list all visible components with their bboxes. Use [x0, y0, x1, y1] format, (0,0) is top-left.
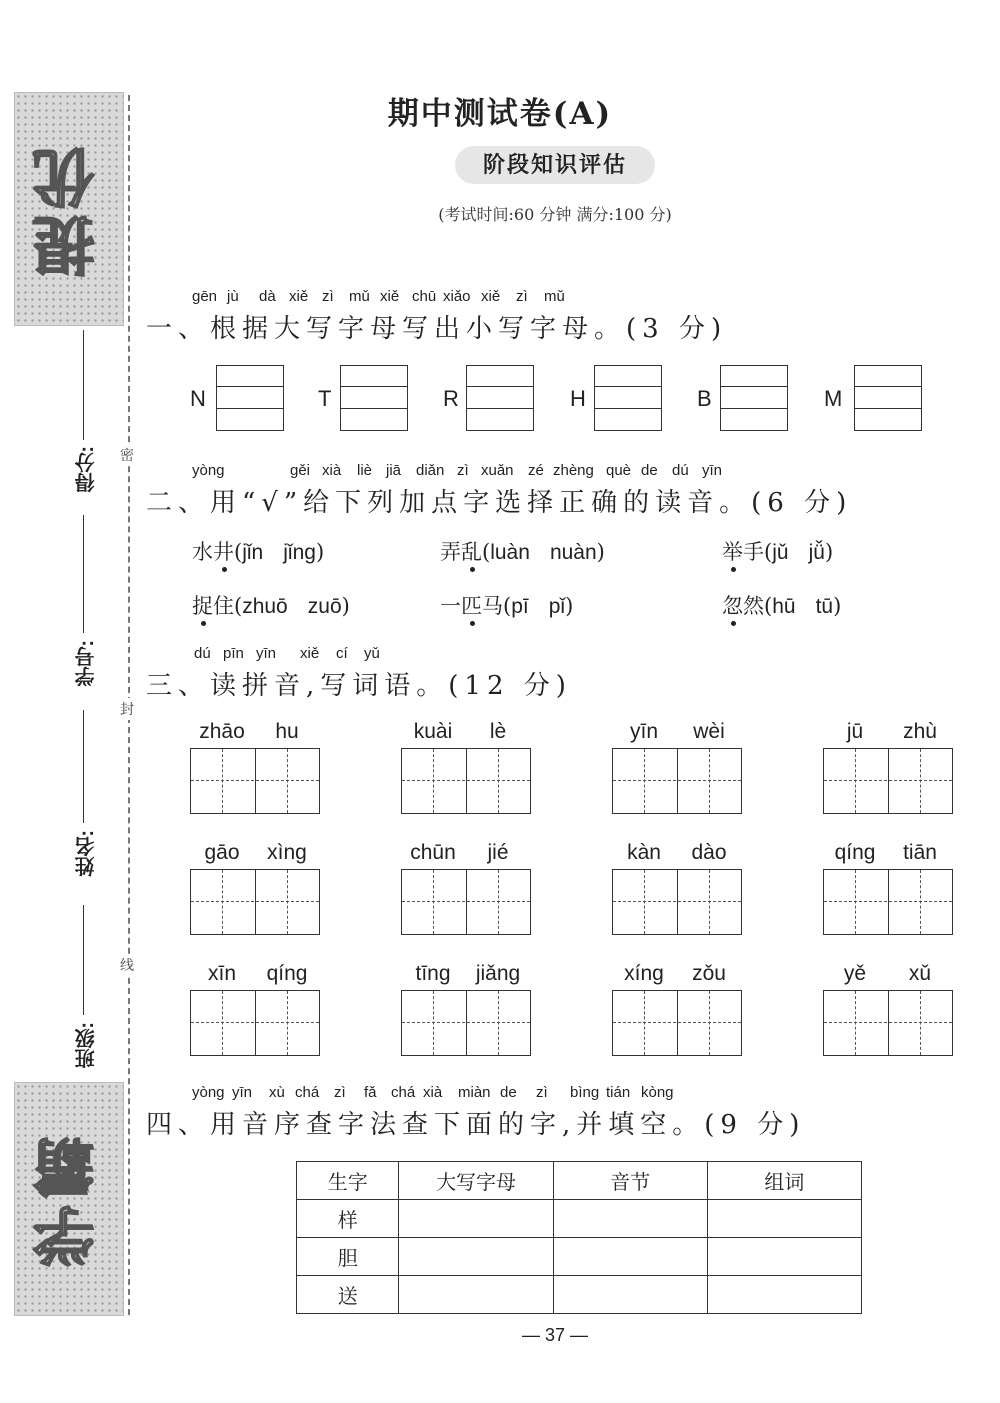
q2-item-4: 捉住(zhuō zuō): [192, 594, 350, 618]
answer-cell[interactable]: [399, 1200, 553, 1238]
q2-item-2-option-a[interactable]: luàn: [490, 541, 530, 564]
name-label: 姓名:: [76, 830, 98, 877]
q2-item-2-option-b[interactable]: nuàn: [549, 541, 597, 564]
answer-cell[interactable]: [553, 1200, 707, 1238]
q1-answer-box-3[interactable]: [466, 365, 534, 431]
name-field[interactable]: [83, 710, 84, 823]
q3-writing-grid[interactable]: [823, 869, 953, 935]
q3-word-pinyin: [190, 720, 320, 746]
q3-syllable: xíng: [624, 962, 664, 985]
q3-syllable: jiǎng: [475, 962, 521, 985]
q3-syllable: xìng: [267, 841, 307, 864]
q2-item-1: 水井(jǐn jǐng): [192, 540, 325, 564]
q2-item-6-option-b[interactable]: tū: [815, 595, 834, 618]
row-char: 胆: [297, 1238, 399, 1276]
q2-item-3-option-a[interactable]: jǔ: [772, 541, 789, 564]
q3-syllable: kàn: [627, 841, 661, 864]
q1-answer-box-2[interactable]: [340, 365, 408, 431]
q4-table: [296, 1161, 862, 1314]
letter-r: R: [443, 386, 459, 411]
q3-word-pinyin: [612, 841, 742, 867]
q3-writing-grid[interactable]: [190, 869, 320, 935]
answer-cell[interactable]: [553, 1238, 707, 1276]
page-number: — 37 —: [521, 1325, 589, 1345]
q3-syllable: yīn: [629, 720, 658, 743]
q2-item-5-option-b[interactable]: pǐ: [548, 595, 566, 618]
q3-syllable: zhù: [903, 720, 937, 743]
q3-word-pinyin: [612, 720, 742, 746]
q3-syllable: xǔ: [908, 962, 932, 985]
q3-writing-grid[interactable]: [612, 869, 742, 935]
student-id-field[interactable]: [83, 515, 84, 633]
q2-item-4-option-a[interactable]: zhuō: [242, 595, 288, 618]
q3-word-pinyin: [612, 962, 742, 988]
q3-word-pinyin: [190, 962, 320, 988]
q2-item-6: 忽然(hū tū): [722, 594, 842, 618]
q3-syllable: zǒu: [692, 962, 726, 985]
col-header-char: 生字: [297, 1162, 399, 1200]
table-row: [297, 1238, 862, 1276]
q3-writing-grid[interactable]: [190, 990, 320, 1056]
q2-item-3-option-b[interactable]: jǚ: [808, 541, 825, 564]
answer-cell[interactable]: [399, 1276, 553, 1314]
col-header-letter: 大写字母: [399, 1162, 553, 1200]
q3-syllable: zhāo: [199, 720, 245, 743]
q1-title: 一、根据大写字母写出小写字母。(3 分): [146, 314, 728, 344]
q2-item-6-option-a[interactable]: hū: [772, 595, 796, 618]
q2-item-1-option-b[interactable]: jǐng: [283, 541, 316, 564]
col-header-word: 组词: [707, 1162, 861, 1200]
q2-item-2: 弄乱(luàn nuàn): [440, 540, 605, 564]
score-label: 得分:: [76, 446, 98, 493]
q3-syllable: dào: [691, 841, 727, 864]
subtitle-pill: 阶段知识评估: [455, 146, 655, 184]
q2-item-3: 举手(jǔ jǚ): [722, 540, 834, 564]
q3-writing-grid[interactable]: [612, 990, 742, 1056]
q3-writing-grid[interactable]: [823, 748, 953, 814]
q3-syllable: hu: [275, 720, 299, 743]
seal-char-mi: 密: [120, 444, 134, 466]
q3-syllable: jū: [846, 720, 864, 743]
letter-b: B: [697, 386, 712, 411]
letter-t: T: [318, 386, 332, 411]
top-banner-text: 提优: [32, 141, 105, 277]
q2-item-1-option-a[interactable]: jǐn: [242, 541, 264, 564]
row-char: 送: [297, 1276, 399, 1314]
seal-char-xian: 线: [120, 954, 134, 976]
class-label: 班级:: [76, 1022, 98, 1069]
q3-title: 三、读拼音,写词语。(12 分): [146, 671, 572, 701]
q2-item-5: 一匹马(pī pǐ): [440, 594, 574, 618]
letter-m: M: [824, 386, 843, 411]
q3-syllable: chūn: [410, 841, 456, 864]
q3-syllable: gāo: [204, 841, 240, 864]
q1-answer-box-4[interactable]: [594, 365, 662, 431]
q3-word-pinyin: [823, 841, 953, 867]
q3-syllable: qíng: [266, 962, 308, 985]
q3-syllable: kuài: [413, 720, 453, 743]
q3-syllable: qíng: [834, 841, 876, 864]
exam-info: (考试时间:60 分钟 满分:100 分): [438, 205, 672, 224]
bottom-banner: [14, 1082, 124, 1316]
q2-item-5-option-a[interactable]: pī: [511, 595, 529, 618]
q3-syllable: tiān: [903, 841, 937, 864]
answer-cell[interactable]: [707, 1238, 861, 1276]
answer-cell[interactable]: [707, 1200, 861, 1238]
q3-syllable: lè: [489, 720, 507, 743]
student-id-label: 学号:: [76, 640, 98, 687]
q3-writing-grid[interactable]: [401, 990, 531, 1056]
row-char: 样: [297, 1200, 399, 1238]
q1-answer-box-1[interactable]: [216, 365, 284, 431]
answer-cell[interactable]: [707, 1276, 861, 1314]
answer-cell[interactable]: [553, 1276, 707, 1314]
q3-syllable: jié: [487, 841, 509, 864]
letter-h: H: [570, 386, 586, 411]
table-row: [297, 1276, 862, 1314]
q2-item-4-option-b[interactable]: zuō: [307, 595, 342, 618]
q3-word-pinyin: [823, 962, 953, 988]
q3-syllable: xīn: [207, 962, 236, 985]
table-header-row: [297, 1162, 862, 1200]
q3-word-pinyin: [401, 841, 531, 867]
q2-title: 二、用“√”给下列加点字选择正确的读音。(6 分): [146, 488, 853, 518]
q3-writing-grid[interactable]: [612, 748, 742, 814]
q3-word-pinyin: [401, 720, 531, 746]
table-row: [297, 1200, 862, 1238]
q3-word-pinyin: [401, 962, 531, 988]
q3-syllable: wèi: [693, 720, 725, 743]
q1-answer-box-6[interactable]: [854, 365, 922, 431]
bottom-banner-text: 学霸: [32, 1131, 105, 1267]
q3-word-pinyin: [190, 841, 320, 867]
q1-answer-box-5[interactable]: [720, 365, 788, 431]
q3-writing-grid[interactable]: [401, 869, 531, 935]
q3-syllable: tīng: [415, 962, 451, 985]
letter-n: N: [190, 386, 206, 411]
page-title: 期中测试卷(A): [387, 96, 613, 132]
seal-char-feng: 封: [120, 698, 134, 720]
class-field[interactable]: [83, 905, 84, 1015]
q3-syllable: yě: [843, 962, 867, 985]
q4-title: 四、用音序查字法查下面的字,并填空。(9 分): [146, 1110, 806, 1140]
col-header-syllable: 音节: [553, 1162, 707, 1200]
q3-writing-grid[interactable]: [401, 748, 531, 814]
answer-cell[interactable]: [399, 1238, 553, 1276]
q3-writing-grid[interactable]: [823, 990, 953, 1056]
q3-writing-grid[interactable]: [190, 748, 320, 814]
q3-word-pinyin: [823, 720, 953, 746]
score-field[interactable]: [83, 330, 84, 440]
